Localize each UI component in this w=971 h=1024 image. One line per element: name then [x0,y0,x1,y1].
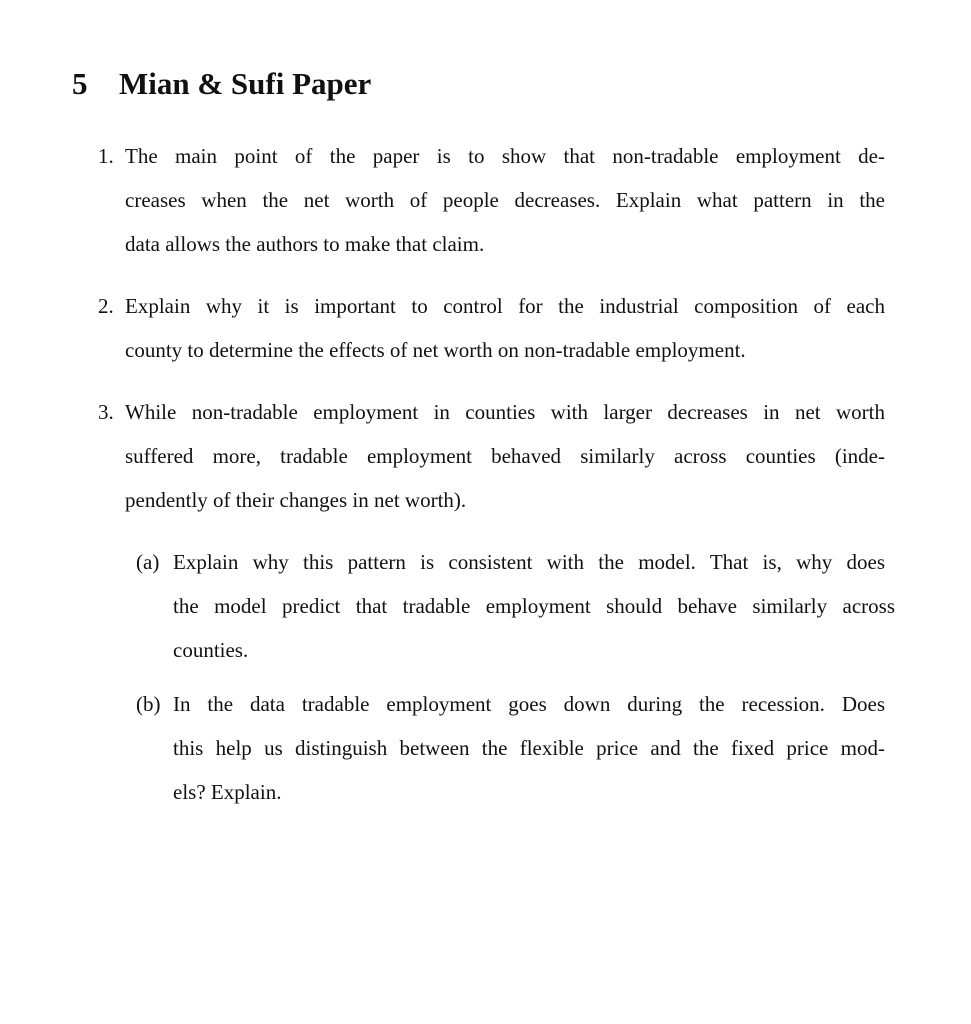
section-title: Mian & Sufi Paper [119,66,372,101]
subpart-b-line-2: this help us distinguish between the flexible price and the fixed price mod- [173,736,885,760]
question-3-line-1: While non-tradable employment in counties with larger decreases in net worth [125,400,885,424]
section-heading [72,64,371,104]
question-2-line-2: county to determine the effects of net worth on non-tradable employment. [125,338,746,362]
question-1-line-3: data allows the authors to make that claim. [125,232,485,256]
subpart-b-line-3: els? Explain. [173,780,282,804]
subpart-a-line-3: counties. [173,638,249,662]
question-3-line-2: suffered more, tradable employment behaved similarly across counties (inde- [125,444,885,468]
question-1-label: 1. [98,144,114,168]
section-number: 5 [72,66,88,101]
question-3-line-3: pendently of their changes in net worth). [125,488,467,512]
subpart-b-line-1: In the data tradable employment goes down during the recession. Does [173,692,885,716]
subpart-b-label: (b) [136,692,161,716]
subpart-a-line-1: Explain why this pattern is consistent with the model. That is, why does [173,550,885,574]
question-3-label: 3. [98,400,114,424]
question-1-line-2: creases when the net worth of people decreases. Explain what pattern in the [125,188,885,212]
subpart-a-line-2: the model predict that tradable employment should behave similarly across [173,594,895,618]
question-2-label: 2. [98,294,114,318]
question-1-line-1: The main point of the paper is to show that non-tradable employment de- [125,144,885,168]
subpart-a-label: (a) [136,550,160,574]
question-2-line-1: Explain why it is important to control for the industrial composition of each [125,294,885,318]
